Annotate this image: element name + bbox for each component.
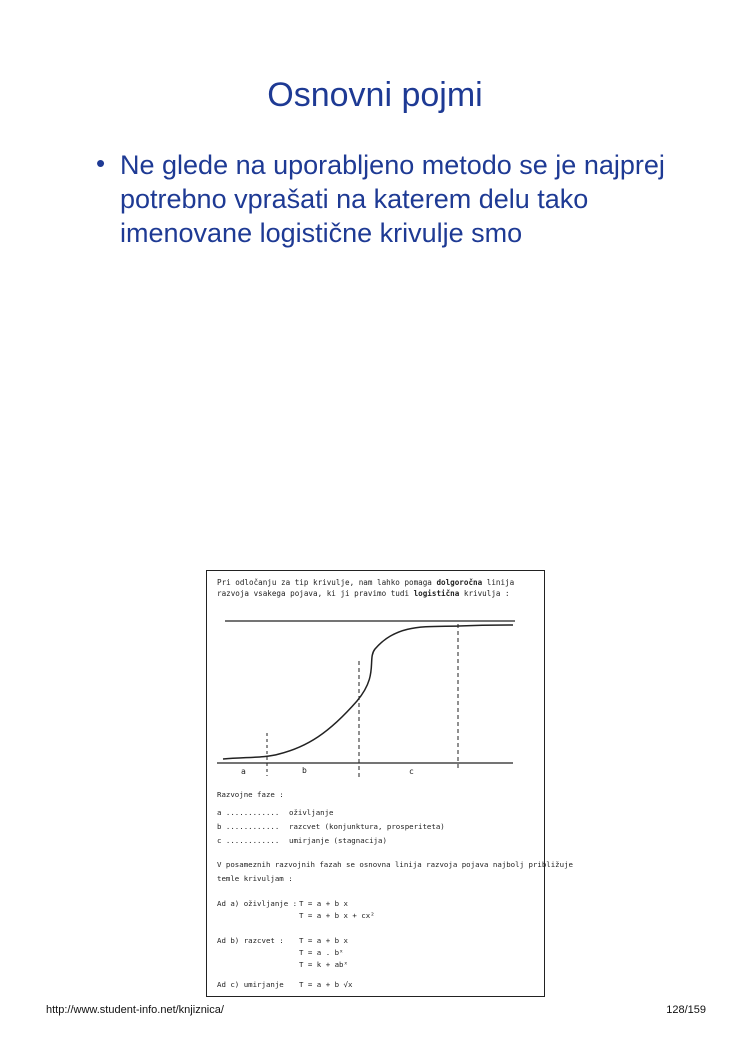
formula-label-b: Ad b) razcvet :: [217, 936, 284, 945]
intro-bold-2: logistična: [413, 589, 460, 598]
intro-text-2: linija razvoja vsakega pojava, ki ji pravimo tudi: [217, 578, 515, 598]
note-line-1: V posameznih razvojnih fazah se osnovna linija razvoja pojava najbolj približuje: [217, 860, 573, 869]
phase-desc-c: umirjanje (stagnacija): [289, 836, 387, 845]
formula-c-1: T = a + b √x: [299, 980, 353, 989]
formula-label-c: Ad c) umirjanje: [217, 980, 284, 989]
formula-b-3: T = k + abˣ: [299, 960, 348, 969]
formula-a-2: T = a + b x + cx²: [299, 911, 375, 920]
phase-label-b: b: [302, 766, 307, 775]
footer-url: http://www.student-info.net/knjiznica/: [46, 1004, 224, 1016]
phase-desc-b: razcvet (konjunktura, prosperiteta): [289, 822, 445, 831]
phase-label-a: a: [241, 767, 246, 776]
note-line-2: temle krivuljam :: [217, 874, 293, 883]
logistic-curve-figure: [206, 570, 573, 997]
phase-key-c: c ............: [217, 836, 280, 845]
formula-a-1: T = a + b x: [299, 899, 348, 908]
phases-heading: Razvojne faze :: [217, 790, 284, 799]
phase-key-a: a ............: [217, 808, 280, 817]
bullet-icon: •: [96, 148, 106, 178]
intro-bold-1: dolgoročna: [436, 578, 483, 587]
intro-text-3: krivulja :: [459, 589, 510, 598]
phase-label-c: c: [409, 767, 414, 776]
bullet-item: [96, 148, 696, 250]
logistic-curve-chart: [207, 571, 546, 998]
formula-b-2: T = a . bˣ: [299, 948, 344, 957]
logistic-curve: [223, 625, 513, 759]
bullet-text: Ne glede na uporabljeno metodo se je najprej potrebno vprašati na katerem delu tako imenovane logistične krivulje smo: [120, 150, 665, 248]
phase-key-b: b ............: [217, 822, 280, 831]
intro-text-1: Pri odločanju za tip krivulje, nam lahko pomaga: [217, 578, 437, 587]
formula-label-a: Ad a) oživljanje :: [217, 899, 298, 908]
phase-desc-a: oživljanje: [289, 808, 334, 817]
formula-b-1: T = a + b x: [299, 936, 348, 945]
slide-title: Osnovni pojmi: [267, 76, 483, 114]
page-number: 128/159: [666, 1004, 706, 1016]
